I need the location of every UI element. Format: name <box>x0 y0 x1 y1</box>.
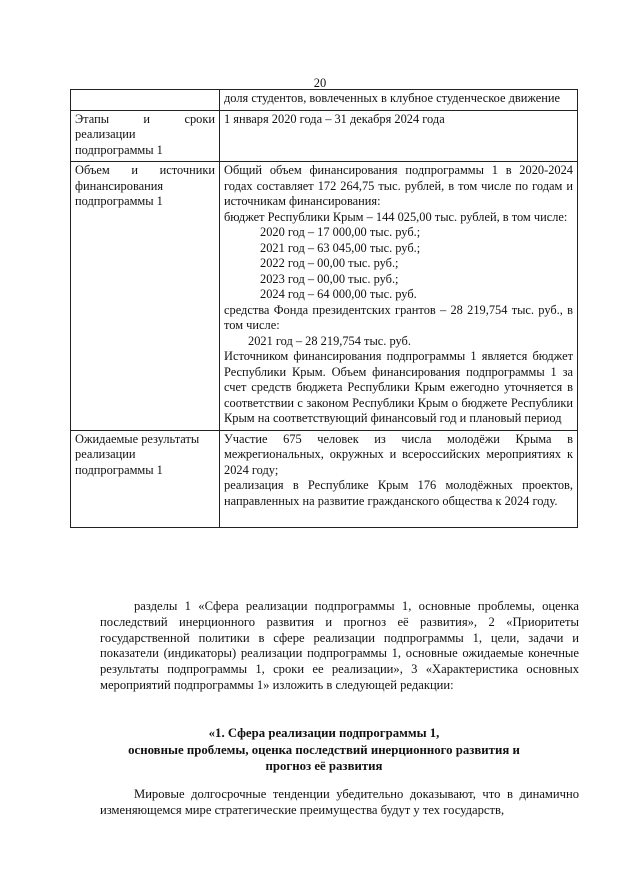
budget-year-2023: 2023 год – 00,00 тыс. руб.; <box>260 271 399 286</box>
budget-year-2020: 2020 год – 17 000,00 тыс. руб.; <box>260 225 421 239</box>
funding-total: Общий объем финансирования подпрограммы 1 в 2020-2024 годах составляет 172 264,75 тыс. рублей, в том числе по годам и источникам финансирования: <box>224 163 573 208</box>
funding-source: Источником финансирования подпрограммы 1 является бюджет Республики Крым. Объем финансирования подпрограммы 1 за счет средств бюджета Республики Крым ежегодно уточняется в соответствии с законом Республики Крым о бюджете Республики Крым на соответствующий финансовый год и плановый период <box>224 349 573 425</box>
row-label-results: Ожидаемые результаты реализации подпрограммы 1 <box>71 430 220 527</box>
section-heading-line-2: основные проблемы, оценка последствий инерционного развития и <box>128 742 520 757</box>
row-label-funding: Объем и источники финансирования подпрограммы 1 <box>71 162 220 431</box>
table-row <box>71 90 578 111</box>
section-heading <box>70 725 578 775</box>
row-label-stages: Этапы и сроки реализации подпрограммы 1 <box>71 110 220 162</box>
body-paragraph: Мировые долгосрочные тенденции убедительно доказывают, что в динамично изменяющемся мире стратегические преимущества будут у тех государств, <box>100 787 579 817</box>
row-content-funding <box>220 162 578 431</box>
table-row <box>71 162 578 431</box>
row-content <box>220 90 578 111</box>
row-content-stages <box>220 110 578 162</box>
club-movement-indicator: доля студентов, вовлеченных в клубное студенческое движение <box>224 91 561 105</box>
subprogram-passport-table <box>70 89 578 528</box>
implementation-period: 1 января 2020 года – 31 декабря 2024 года <box>224 111 445 126</box>
result-projects: реализация в Республике Крым 176 молодёжных проектов, направленных на развитие гражданского общества к 2024 году. <box>224 478 573 508</box>
budget-year-2024: 2024 год – 64 000,00 тыс. руб. <box>260 287 417 301</box>
section-heading-line-3: прогноз её развития <box>265 759 383 773</box>
budget-year-2021: 2021 год – 63 045,00 тыс. руб.; <box>260 240 421 255</box>
grant-year-2021: 2021 год – 28 219,754 тыс. руб. <box>248 333 411 348</box>
table-row <box>71 430 578 527</box>
funding-grants: средства Фонда президентских грантов – 28 219,754 тыс. руб., в том числе: <box>224 302 573 332</box>
row-label <box>71 90 220 111</box>
row-content-results <box>220 430 578 527</box>
table-row <box>71 110 578 162</box>
page-number: 20 <box>313 76 327 90</box>
amendment-paragraph: разделы 1 «Сфера реализации подпрограммы 1, основные проблемы, оценка последствий инерционного развития и прогноз её развития», 2 «Приоритеты государственной политики в сфере реализации подпрограммы 1, цели, задачи и показатели (индикаторы) реализации подпрограммы 1, основные ожидаемые конечные результаты подпрограммы 1, сроки ее реализации», 3 «Характеристика основных мероприятий подпрограммы 1» изложить в следующей редакции: <box>100 599 579 692</box>
result-participation: Участие 675 человек из числа молодёжи Крыма в межрегиональных, окружных и всероссийских мероприятиях к 2024 году; <box>224 431 573 477</box>
funding-budget: бюджет Республики Крым – 144 025,00 тыс. рублей, в том числе: <box>224 209 568 224</box>
budget-year-2022: 2022 год – 00,00 тыс. руб.; <box>260 256 399 270</box>
section-heading-line-1: «1. Сфера реализации подпрограммы 1, <box>208 726 440 740</box>
